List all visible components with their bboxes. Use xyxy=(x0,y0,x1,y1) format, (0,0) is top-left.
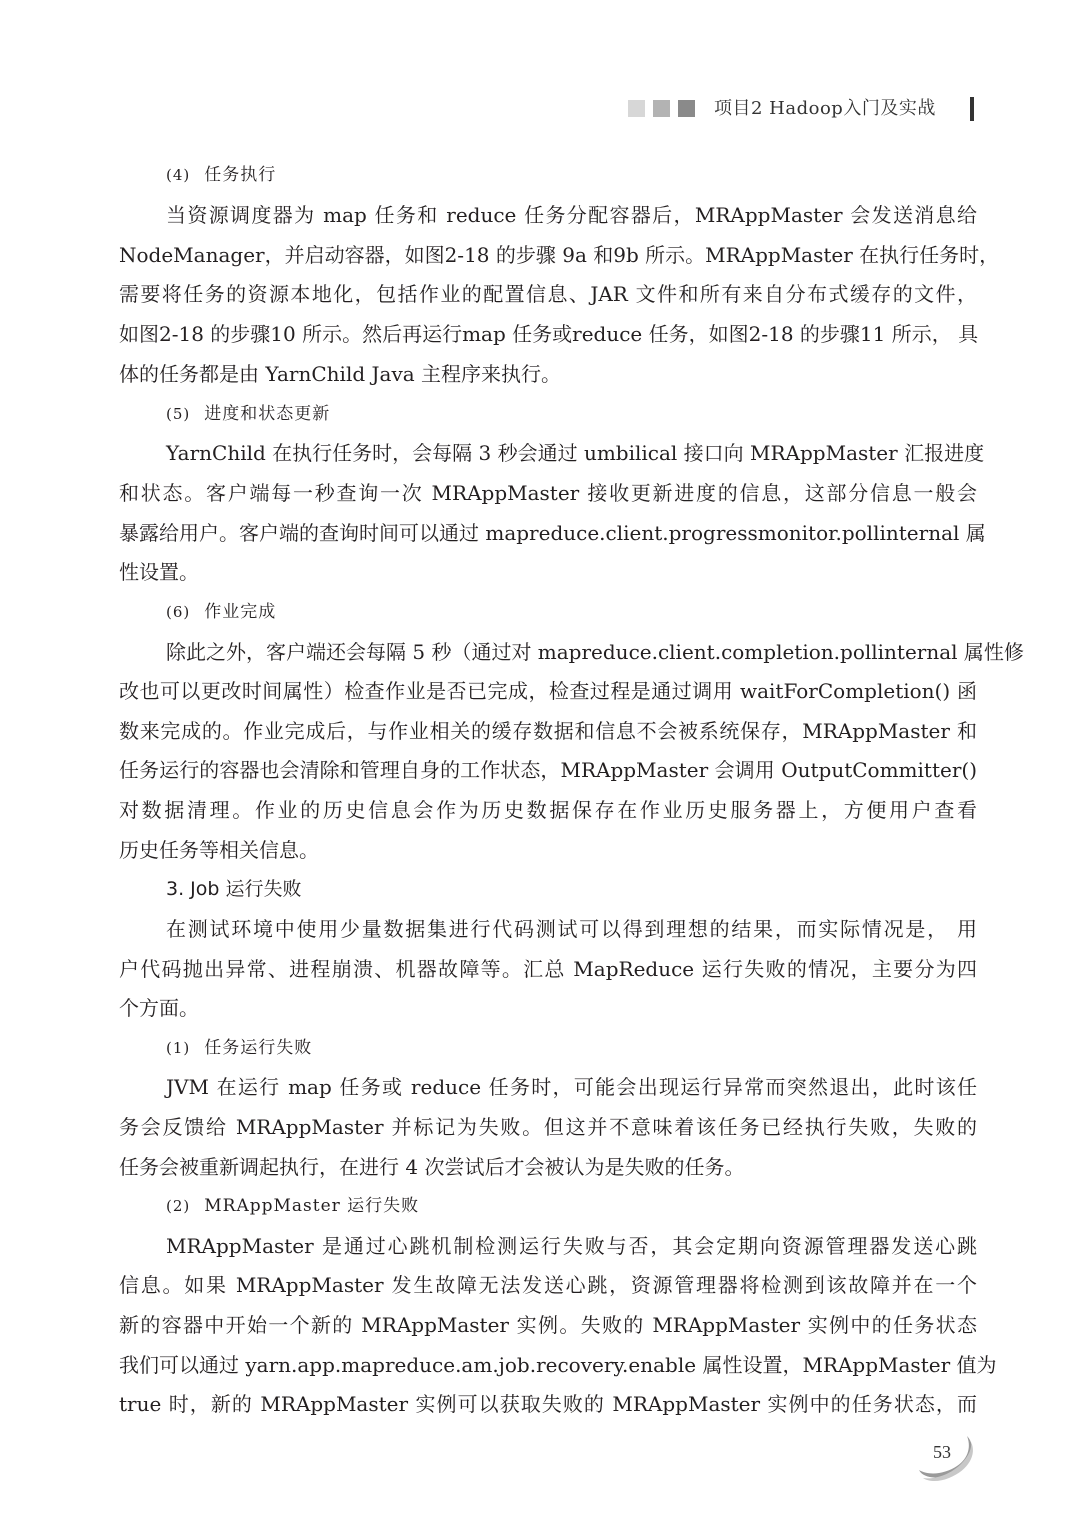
subheading xyxy=(119,394,330,434)
paragraph-line: 性设置。 xyxy=(119,560,199,584)
paragraph-line: 暴露给用户。客户端的查询时间可以通过 mapreduce.client.progressmonitor.pollinternal 属 xyxy=(119,521,986,545)
subheading-text: 任务运行失败 xyxy=(204,1038,313,1058)
paragraph-line: 历史任务等相关信息。 xyxy=(119,838,319,862)
subheading xyxy=(119,592,276,632)
subheading-number: (2) xyxy=(166,1197,191,1215)
paragraph-line: 新的容器中开始一个新的 MRAppMaster 实例。失败的 MRAppMaster 实例中的任务状态 xyxy=(119,1313,977,1337)
paragraph-line: 需要将任务的资源本地化，包括作业的配置信息、JAR 文件和所有来自分布式缓存的文件， xyxy=(119,282,977,306)
paragraph-line: JVM 在运行 map 任务或 reduce 任务时，可能会出现运行异常而突然退出，此时该任 xyxy=(166,1075,977,1099)
subheading xyxy=(119,1186,419,1226)
paragraph-line: 任务运行的容器也会清除和管理自身的工作状态，MRAppMaster 会调用 OutputCommitter() xyxy=(119,758,977,782)
subheading xyxy=(119,1028,312,1068)
paragraph-line: NodeManager，并启动容器，如图2-18 的步骤 9a 和9b 所示。MRAppMaster 在执行任务时， xyxy=(119,243,1000,267)
page-number-badge xyxy=(915,1432,979,1484)
paragraph-line: MRAppMaster 是通过心跳机制检测运行失败与否，其会定期向资源管理器发送心跳 xyxy=(166,1234,977,1258)
paragraph-line: 和状态。客户端每一秒查询一次 MRAppMaster 接收更新进度的信息，这部分信息一般会 xyxy=(119,481,977,505)
paragraph-line: 务会反馈给 MRAppMaster 并标记为失败。但这并不意味着该任务已经执行失败，失败的 xyxy=(119,1115,977,1139)
subheading-number: (4) xyxy=(166,166,191,184)
paragraph-line: 如图2-18 的步骤10 所示。然后再运行map 任务或reduce 任务，如图2-18 的步骤11 所示， 具 xyxy=(119,322,979,346)
paragraph-line: 个方面。 xyxy=(119,996,199,1020)
paragraph-line: 体的任务都是由 YarnChild Java 主程序来执行。 xyxy=(119,362,562,386)
paragraph-line: 户代码抛出异常、进程崩溃、机器故障等。汇总 MapReduce 运行失败的情况，主要分为四 xyxy=(119,957,977,981)
subheading-text: MRAppMaster 运行失败 xyxy=(204,1196,420,1216)
paragraph-line: 我们可以通过 yarn.app.mapreduce.am.job.recovery.enable 属性设置，MRAppMaster 值为 xyxy=(119,1353,997,1377)
paragraph-line: 数来完成的。作业完成后，与作业相关的缓存数据和信息不会被系统保存，MRAppMaster 和 xyxy=(119,719,977,743)
header-bar xyxy=(970,97,974,121)
section-heading: 3. Job 运行失败 xyxy=(166,878,302,900)
paragraph-line: 在测试环境中使用少量数据集进行代码测试可以得到理想的结果，而实际情况是， 用 xyxy=(166,917,977,941)
header-square-dark xyxy=(678,100,695,117)
subheading-number: (1) xyxy=(166,1039,191,1057)
paragraph-line: 任务会被重新调起执行，在进行 4 次尝试后才会被认为是失败的任务。 xyxy=(119,1155,745,1179)
running-header xyxy=(628,98,998,128)
subheading-text: 进度和状态更新 xyxy=(204,404,331,424)
subheading-number: (6) xyxy=(166,603,191,621)
header-title: 项目2 Hadoop入门及实战 xyxy=(714,98,936,119)
subheading-number: (5) xyxy=(166,405,191,423)
paragraph-line: 改也可以更改时间属性）检查作业是否已完成，检查过程是通过调用 waitForCompletion() 函 xyxy=(119,679,977,703)
paragraph-line: 除此之外，客户端还会每隔 5 秒（通过对 mapreduce.client.completion.pollinternal 属性修 xyxy=(166,640,1024,664)
subheading-text: 任务执行 xyxy=(204,165,277,185)
paragraph-line: YarnChild 在执行任务时，会每隔 3 秒会通过 umbilical 接口向 MRAppMaster 汇报进度 xyxy=(166,441,985,465)
paragraph-line: 信息。如果 MRAppMaster 发生故障无法发送心跳，资源管理器将检测到该故障并在一个 xyxy=(119,1273,977,1297)
header-square-light xyxy=(628,100,645,117)
paragraph-line: true 时，新的 MRAppMaster 实例可以获取失败的 MRAppMaster 实例中的任务状态，而 xyxy=(119,1392,977,1416)
paragraph-line: 对数据清理。作业的历史信息会作为历史数据保存在作业历史服务器上，方便用户查看 xyxy=(119,798,977,822)
paragraph-line: 当资源调度器为 map 任务和 reduce 任务分配容器后，MRAppMaster 会发送消息给 xyxy=(166,203,977,227)
page-number: 53 xyxy=(933,1442,951,1462)
subheading-text: 作业完成 xyxy=(204,602,277,622)
subheading xyxy=(119,155,276,195)
header-square-mid xyxy=(653,100,670,117)
